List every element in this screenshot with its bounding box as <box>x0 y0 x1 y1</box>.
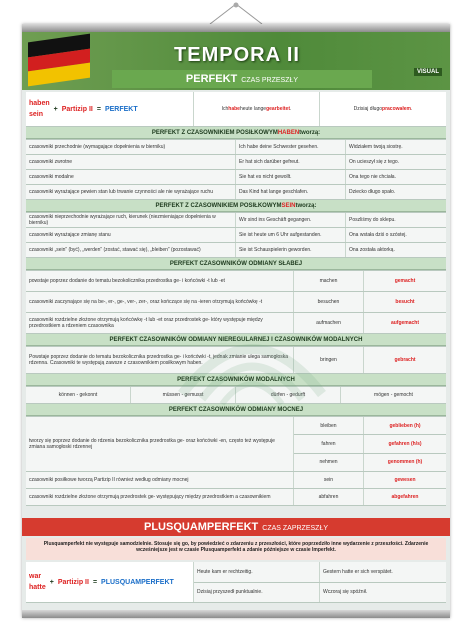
haben-row-rule: czasowniki wyrażające pewien stan lub trwanie czynności ale nie wyrażające ruchu <box>26 185 236 199</box>
aux-sein: sein <box>29 111 44 118</box>
sein-row-pl: Poszliśmy do sklepu. <box>349 217 396 223</box>
weak-row-de: besuchen <box>294 292 364 312</box>
haben-row-de: Das Kind hat lange geschlafen. <box>236 185 346 199</box>
strong-row-pl: gewesen <box>394 477 416 483</box>
haben-row-pl: Widziałem twoją siostrę. <box>349 144 403 150</box>
sein-row <box>26 243 446 258</box>
sein-row-rule: czasowniki „sein” (być), „werden” (zostać, stawać się), „bleiben” (pozostawać) <box>26 243 236 257</box>
weak-bar: PERFEKT CZASOWNIKÓW ODMIANY SŁABEJ <box>26 258 446 271</box>
sein-row <box>26 213 446 228</box>
haben-row-pl: Dziecko długo spało. <box>349 189 396 195</box>
plus-formula: war hatte + Partizip II = PLUSQUAMPERFEKT <box>26 562 194 602</box>
haben-row-de: Er hat sich darüber gefreut. <box>236 155 346 169</box>
plusquamperfekt-note: Plusquamperfekt nie występuje samodzielnie. Stosuje się go, by powiedzieć o zdarzeniu z przeszłości, które poprzedziło inne wydarzenie z przeszłości. Zdarzenie wcześniejsze jest w czasie Plusquamperfekt a zdanie późniejsze w czasie Imperfekt. <box>26 538 446 560</box>
sein-row-de: Wir sind ins Geschäft gegangen. <box>236 213 346 227</box>
haben-row <box>26 155 446 170</box>
strong-row-de: sein <box>294 472 364 488</box>
weak-row-pl: besucht <box>395 299 415 305</box>
perfekt-formula-row <box>26 92 446 127</box>
weak-row <box>26 271 446 292</box>
plusquamperfekt-rows: war hatte + Partizip II = PLUSQUAMPERFEKT Heute kam er rechtzeitig. Gestern hatte er sich verspätet. Dzisiaj przyszedł punktualnie. Wczoraj się spóźnił. <box>26 562 446 603</box>
poster-title: TEMPORA II <box>174 44 300 66</box>
perfekt-example-pl: Dzisiaj długo pracowałem . <box>353 106 413 112</box>
german-flag-icon <box>28 34 90 87</box>
haben-bar: PERFEKT Z CZASOWNIKIEM POSIŁKOWYM HABEN tworzą: <box>26 127 446 140</box>
haben-row-de: Sie hat es nicht gewollt. <box>236 170 346 184</box>
haben-row-rule: czasowniki modalne <box>26 170 236 184</box>
participle-label: Partizip II <box>61 105 93 113</box>
aux-haben: haben <box>29 100 50 107</box>
perfekt-content <box>26 92 446 506</box>
section-title-perfekt: PERFEKT CZAS PRZESZŁY <box>112 70 372 88</box>
perfekt-result: PERFEKT <box>104 105 138 113</box>
weak-row <box>26 313 446 334</box>
weak-row-rule: powstaje poprzez dodanie do tematu bezokolicznika przedrostka ge- i końcówki -t lub -et <box>26 271 294 291</box>
modal-row: können - gekonnt müssen - gemusst dürfen - gedurft mögen - gemocht <box>26 387 446 404</box>
strong-row-rule: czasowniki posiłkowe tworzą Partizip II również według odmiany mocnej <box>26 472 294 488</box>
grammar-poster <box>22 24 450 618</box>
weak-row-de: machen <box>294 271 364 291</box>
haben-row-pl: Ona tego nie chciała. <box>349 174 396 180</box>
strong-row <box>26 489 446 506</box>
poster-bottom-rail <box>22 610 450 618</box>
brand-logo: VISUAL <box>414 68 442 76</box>
weak-row <box>26 292 446 313</box>
sein-row-rule: czasowniki nieprzechodnie wyrażające ruch, kierunek (niezmieniające dopełnienia w bierniku) <box>26 213 236 227</box>
haben-row <box>26 185 446 200</box>
haben-row <box>26 140 446 155</box>
weak-row-rule: czasowniki rozdzielne złożone otrzymują końcówkę -t lub -et oraz przedrostek ge- który występuje między przedrostkiem a rdzeniem czasownika <box>26 313 294 333</box>
strong-row-rule: czasowniki rozdzielne złożone otrzymują przedrostek ge- występujący między przedrostkiem a czasownikiem <box>26 489 294 505</box>
sein-row-rule: czasowniki wyrażające zmianę stanu <box>26 228 236 242</box>
weak-row-pl: gemacht <box>394 278 416 284</box>
irregular-bar: PERFEKT CZASOWNIKÓW ODMIANY NIEREGULARNEJ I CZASOWNIKÓW MODALNYCH <box>26 334 446 347</box>
sein-row-pl: Ona została aktorką. <box>349 247 395 253</box>
strong-row-de: abfahren <box>294 489 364 505</box>
strong-main-row: tworzy się poprzez dodanie do rdzenia bezokolicznika przedrostka ge- oraz końcówki -en, często też występuje zmiana samogłoski rdzennej bleiben geblieben (h) fahren gefahren (h/s) nehmen genommen (h) <box>26 417 446 472</box>
haben-row-pl: On ucieszył się z tego. <box>349 159 400 165</box>
sein-row-de: Sie ist heute um 6 Uhr aufgestanden. <box>236 228 346 242</box>
sein-row-pl: Ona wstała dziś o szóstej. <box>349 232 407 238</box>
haben-row-de: Ich habe deine Schwester gesehen. <box>236 140 346 154</box>
sein-row <box>26 228 446 243</box>
strong-row-pl: abgefahren <box>391 494 419 500</box>
strong-bar: PERFEKT CZASOWNIKÓW ODMIANY MOCNEJ <box>26 404 446 417</box>
haben-row-rule: czasowniki zwrotne <box>26 155 236 169</box>
poster-top-rail <box>22 24 450 32</box>
sein-bar: PERFEKT Z CZASOWNIKIEM POSIŁKOWYM SEIN tworzą: <box>26 200 446 213</box>
strong-row <box>26 472 446 489</box>
sein-row-de: Sie ist Schauspielerin geworden. <box>236 243 346 257</box>
weak-row-pl: aufgemacht <box>390 320 420 326</box>
modal-bar: PERFEKT CZASOWNIKÓW MODALNYCH <box>26 374 446 387</box>
haben-row <box>26 170 446 185</box>
perfekt-example-de: Ich habe heute lange gearbeitet . <box>194 92 320 126</box>
perfekt-formula: haben sein + Partizip II = PERFEKT <box>26 92 194 126</box>
strong-examples: bleiben geblieben (h) fahren gefahren (h/s) nehmen genommen (h) <box>294 417 446 471</box>
weak-row-rule: czasowniki zaczynające się na be-, er-, ge-, ver-, zer-, oraz kończące się na -ieren otrzymują końcówkę -t <box>26 292 294 312</box>
weak-row-de: aufmachen <box>294 313 364 333</box>
irregular-row: Powstaje poprzez dodanie do tematu bezokolicznika przedrostka ge- i końcówki -t, jednak zmianie ulega samogłoska rdzenna. Czasowniki te występują zawsze z czasownikiem posiłkowym haben. bringen gebracht <box>26 347 446 374</box>
section-title-plusquamperfekt: PLUSQUAMPERFEKT CZAS ZAPRZESZŁY <box>22 518 450 536</box>
haben-row-rule: czasowniki przechodnie (wymagające dopełnienia w bierniku) <box>26 140 236 154</box>
